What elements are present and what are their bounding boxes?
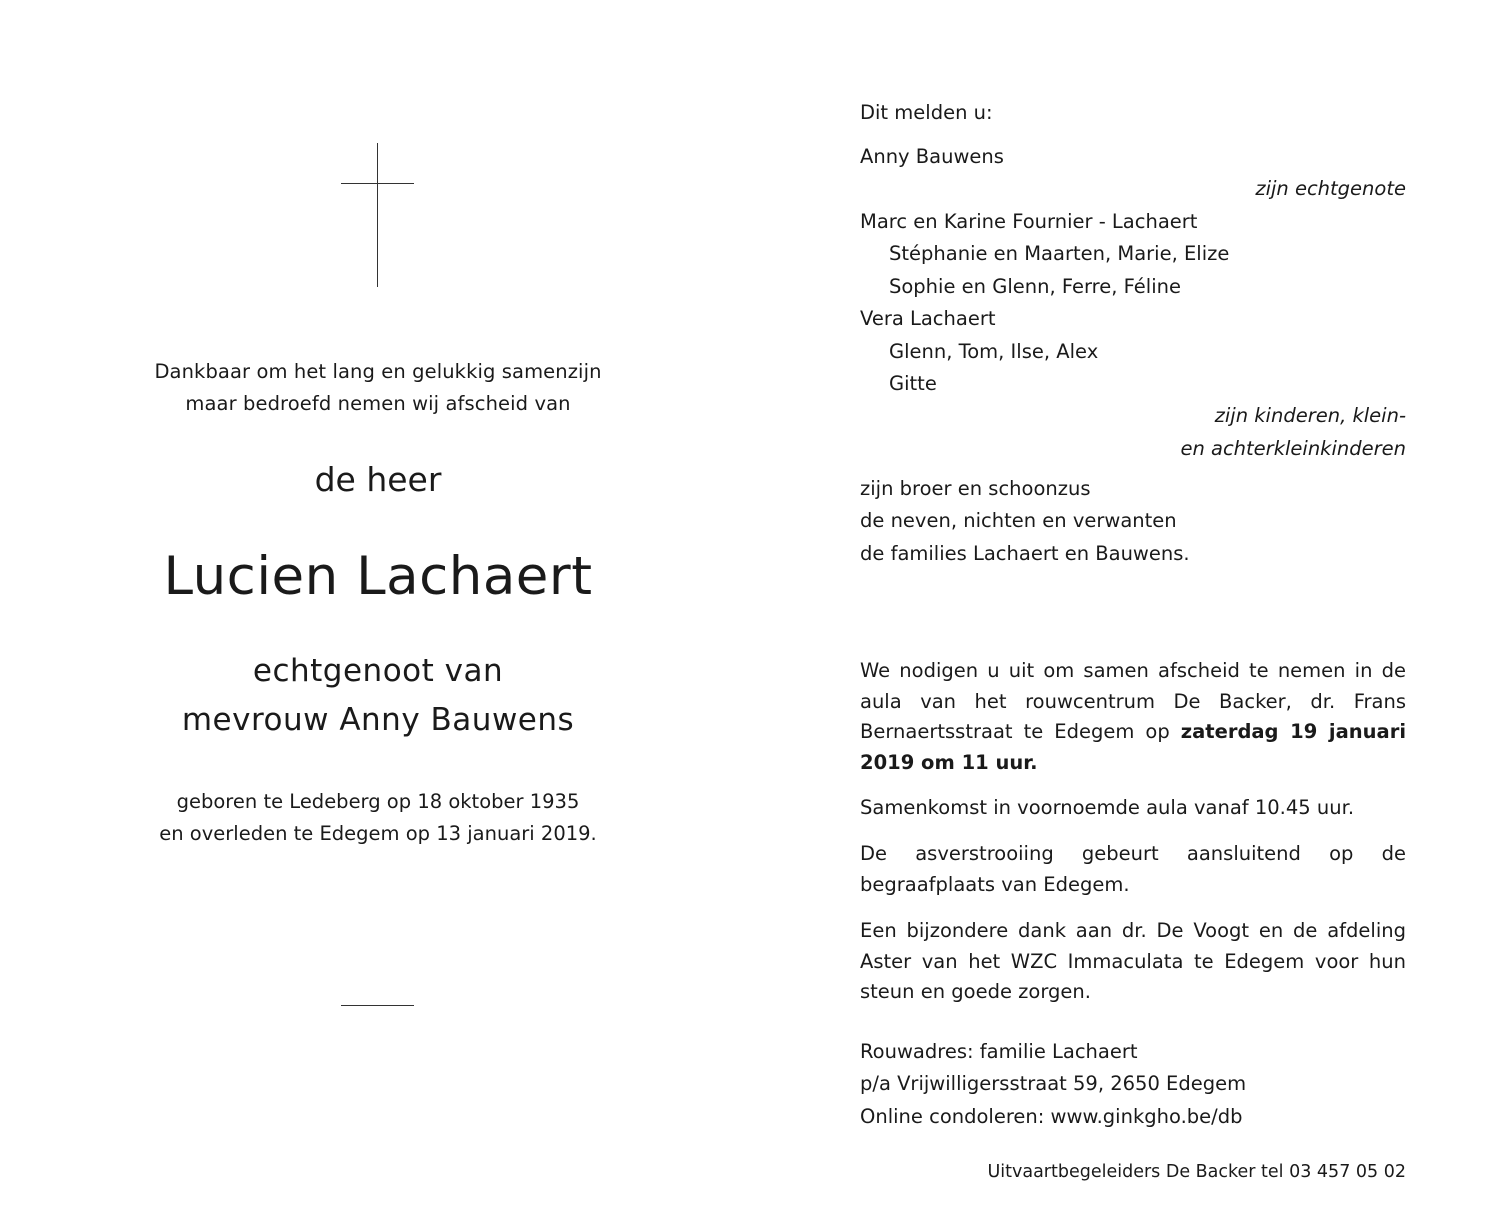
spouse-role: zijn echtgenote <box>1255 177 1406 200</box>
intro-line-1: Dankbaar om het lang en gelukkig samenzijn <box>154 360 602 383</box>
intro-line-2: maar bedroefd nemen wij afscheid van <box>185 392 571 415</box>
deceased-name: Lucien Lachaert <box>163 546 593 607</box>
invitation-datetime: zaterdag 19 januari 2019 om 11 uur. <box>860 720 1406 774</box>
spouse-line-2: mevrouw Anny Bauwens <box>181 702 575 738</box>
relative-line: de neven, nichten en verwanten <box>860 509 1177 532</box>
address-line-1: Rouwadres: familie Lachaert <box>860 1040 1138 1063</box>
relative-line: de families Lachaert en Bauwens. <box>860 542 1190 565</box>
cross-icon <box>341 143 414 287</box>
children-role-1: zijn kinderen, klein- <box>1214 404 1406 427</box>
announce-heading: Dit melden u: <box>860 101 993 124</box>
family-member: Glenn, Tom, Ilse, Alex <box>889 340 1099 363</box>
address-line-2: p/a Vrijwilligersstraat 59, 2650 Edegem <box>860 1072 1247 1095</box>
condolence-link: Online condoleren: www.ginkgho.be/db <box>860 1105 1243 1128</box>
life-dates <box>100 786 656 850</box>
relative-line: zijn broer en schoonzus <box>860 477 1091 500</box>
family-member: Gitte <box>889 372 937 395</box>
undertaker-info: Uitvaartbegeleiders De Backer tel 03 457 05 02 <box>987 1162 1406 1182</box>
family-member: Stéphanie en Maarten, Marie, Elize <box>889 242 1230 265</box>
honorific: de heer <box>314 460 442 499</box>
invitation-paragraph <box>860 656 1406 778</box>
divider-line <box>341 1005 414 1006</box>
gathering-paragraph: Samenkomst in voornoemde aula vanaf 10.45 uur. <box>860 796 1355 819</box>
spouse-name: Anny Bauwens <box>860 145 1004 168</box>
scattering-paragraph: De asverstrooiing gebeurt aansluitend op de begraafplaats van Edegem. <box>860 842 1406 896</box>
spouse-line-1: echtgenoot van <box>252 653 504 689</box>
family-member: Marc en Karine Fournier - Lachaert <box>860 210 1198 233</box>
birth-line: geboren te Ledeberg op 18 oktober 1935 <box>176 790 580 813</box>
death-line: en overleden te Edegem op 13 januari 2019. <box>159 822 597 845</box>
invitation-text: We nodigen u uit om samen afscheid te nemen in de aula van het rouwcentrum De Backer, dr. Frans Bernaertsstraat te Edegem op <box>860 659 1406 743</box>
children-role-2: en achterkleinkinderen <box>1180 437 1406 460</box>
family-member: Vera Lachaert <box>860 307 996 330</box>
family-member: Sophie en Glenn, Ferre, Féline <box>889 275 1181 298</box>
spouse-text <box>100 647 656 745</box>
thanks-paragraph: Een bijzondere dank aan dr. De Voogt en de afdeling Aster van het WZC Immaculata te Edegem voor hun steun en goede zorgen. <box>860 919 1406 1003</box>
intro-text <box>100 356 656 420</box>
